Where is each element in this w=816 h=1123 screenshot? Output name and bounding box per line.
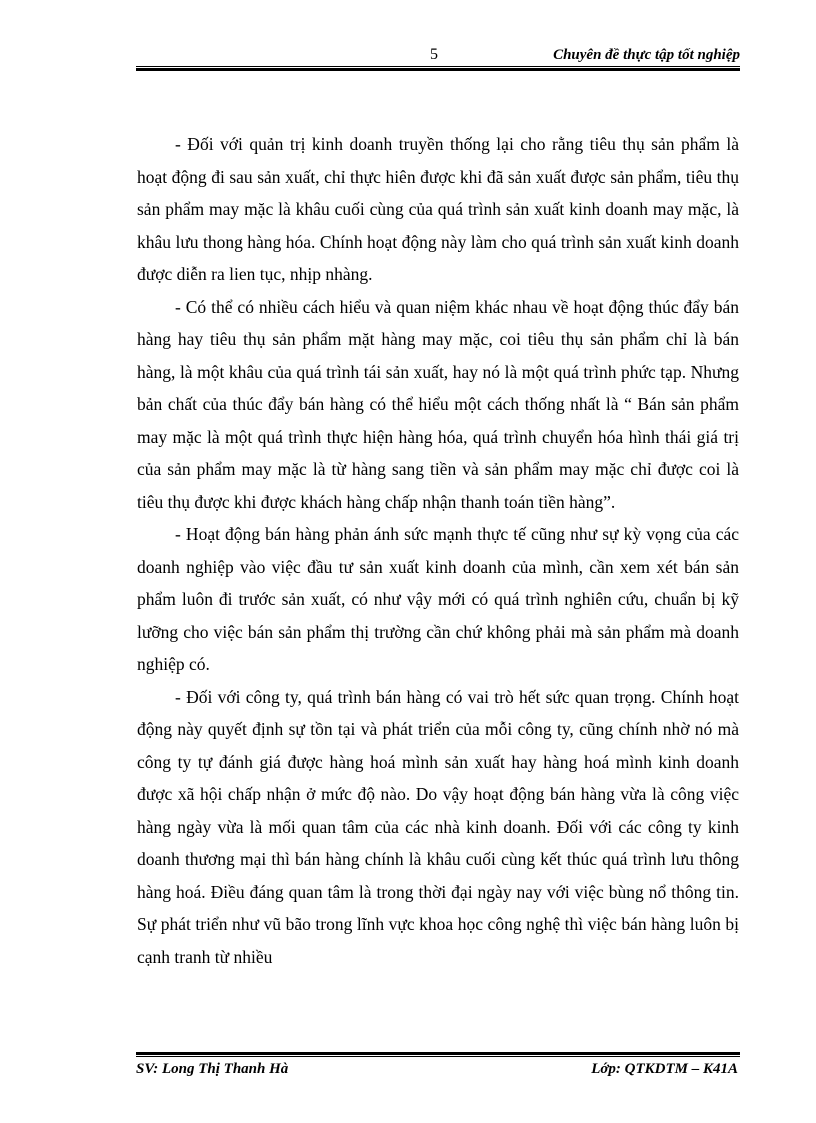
- paragraph-4: - Đối với công ty, quá trình bán hàng có vai trò hết sức quan trọng. Chính hoạt động này quyết định sự tồn tại và phát triển của mỗi công ty, cũng chính nhờ nó mà công ty tự đánh giá được hàng hoá mình sản xuất hay hàng hoá mình kinh doanh được xã hội chấp nhận ở mức độ nào. Do vậy hoạt động bán hàng vừa là công việc hàng ngày vừa là mối quan tâm của các nhà kinh doanh. Đối với các công ty kinh doanh thương mại thì bán hàng chính là khâu cuối cùng kết thúc quá trình lưu thông hàng hoá. Điều đáng quan tâm là trong thời đại ngày nay với việc bùng nổ thông tin. Sự phát triển như vũ bão trong lĩnh vực khoa học công nghệ thì việc bán hàng luôn bị cạnh tranh từ nhiều: [137, 686, 739, 967]
- document-body: [137, 128, 739, 973]
- paragraph-2: - Có thể có nhiều cách hiểu và quan niệm khác nhau về hoạt động thúc đẩy bán hàng hay tiêu thụ sản phẩm mặt hàng may mặc, coi tiêu thụ sản phẩm chỉ là bán hàng, là một khâu của quá trình tái sản xuất, hay nó là một quá trình phức tạp. Nhưng bản chất của thúc đẩy bán hàng có thể hiểu một cách thống nhất là “ Bán sản phẩm may mặc là một quá trình thực hiện hàng hóa, quá trình chuyển hóa hình thái giá trị của sản phẩm may mặc là từ hàng sang tiền và sản phẩm may mặc chỉ được coi là tiêu thụ được khi được khách hàng chấp nhận thanh toán tiền hàng”.: [137, 296, 739, 512]
- page-number: 5: [430, 46, 438, 63]
- header-divider: [136, 66, 740, 71]
- footer-class: Lớp: QTKDTM – K41A: [591, 1061, 738, 1077]
- footer-divider: [136, 1052, 740, 1057]
- page-header: [136, 44, 740, 70]
- paragraph-1: - Đối với quản trị kinh doanh truyền thống lại cho rằng tiêu thụ sản phẩm là hoạt động đi sau sản xuất, chỉ thực hiên được khi đã sản xuất được sản phẩm, tiêu thụ sản phẩm may mặc là khâu cuối cùng của quá trình sản xuất kinh doanh may mặc, là khâu lưu thong hàng hóa. Chính hoạt động này làm cho quá trình sản xuất kinh doanh được diễn ra lien tục, nhịp nhàng.: [137, 134, 739, 284]
- header-title: Chuyên đề thực tập tốt nghiệp: [553, 47, 740, 63]
- footer-student-name: SV: Long Thị Thanh Hà: [136, 1061, 289, 1077]
- page-footer: [136, 1052, 740, 1082]
- paragraph-3: - Hoạt động bán hàng phản ánh sức mạnh thực tế cũng như sự kỳ vọng của các doanh nghiệp vào việc đầu tư sản xuất kinh doanh của mình, cần xem xét bán sản phẩm luôn đi trước sản xuất, có như vậy mới có quá trình nghiên cứu, chuẩn bị kỹ lưỡng cho việc bán sản phẩm thị trường cần chứ không phải mà sản phẩm mà doanh nghiệp có.: [137, 524, 739, 674]
